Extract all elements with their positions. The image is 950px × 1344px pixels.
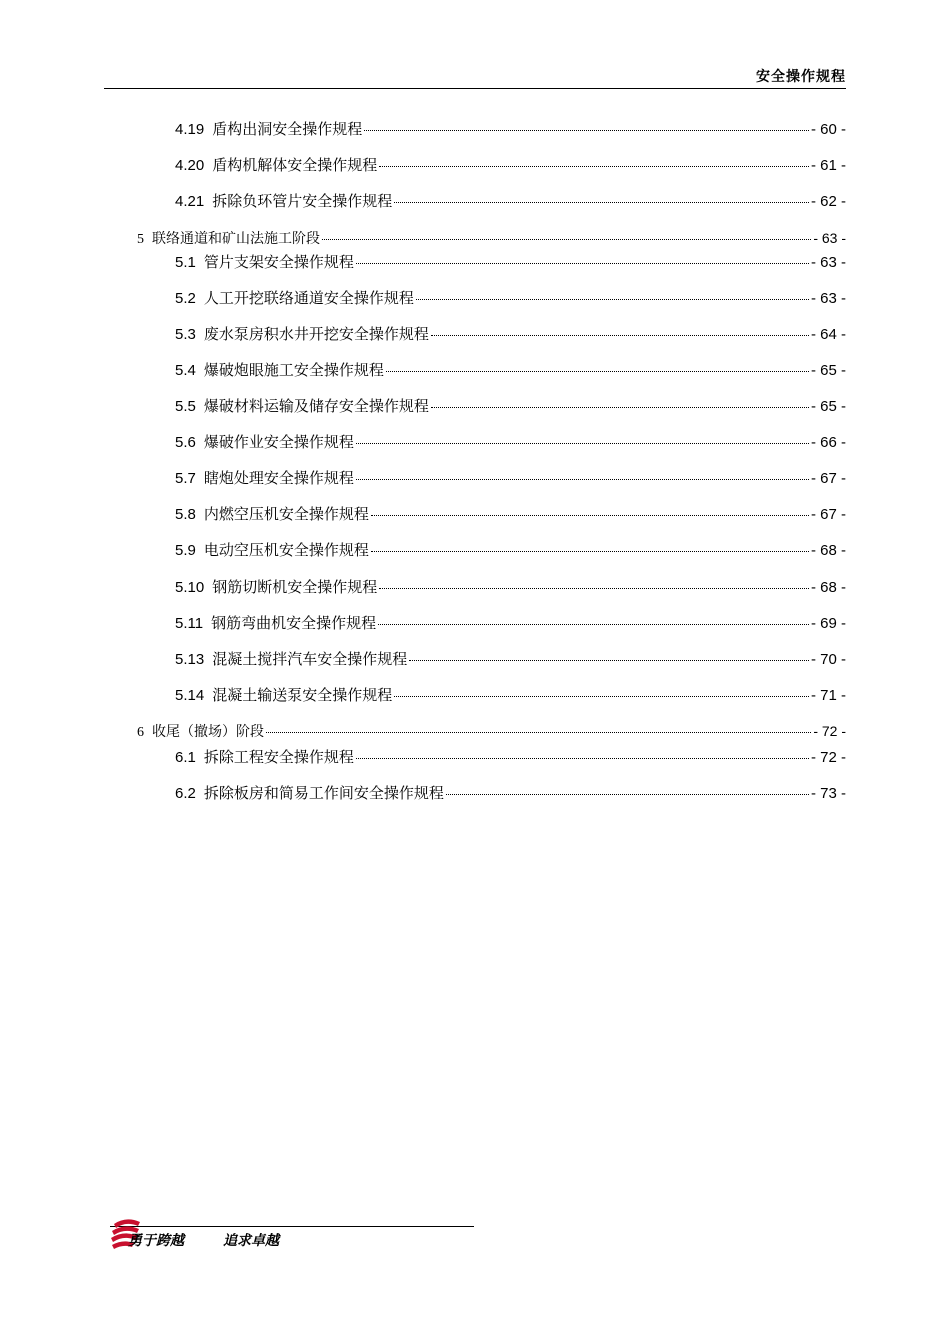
toc-dot-leader [394, 202, 809, 203]
toc-page-number: - 73 - [810, 785, 846, 802]
toc-entry-title: 爆破材料运输及储存安全操作规程 [203, 397, 429, 415]
toc-entry-number: 5.4 [175, 362, 196, 379]
toc-entry-number: 4.20 [175, 157, 205, 174]
toc-page-number: - 68 - [810, 579, 846, 596]
toc-entry-title: 内燃空压机安全操作规程 [203, 505, 369, 523]
toc-section-entry[interactable] [175, 504, 846, 525]
toc-section-entry[interactable] [175, 252, 846, 273]
toc-section-entry[interactable] [175, 468, 846, 489]
toc-entry-title: 拆除板房和简易工作间安全操作规程 [203, 784, 444, 802]
toc-section-entry[interactable] [175, 649, 846, 670]
toc-entry-title: 收尾（撤场）阶段 [152, 724, 264, 740]
toc-entry-number: 4.21 [175, 193, 205, 210]
toc-section-entry[interactable] [175, 613, 846, 634]
toc-chapter-entry[interactable] [137, 228, 846, 250]
toc-dot-leader [394, 696, 809, 697]
toc-dot-leader [356, 443, 809, 444]
toc-entry-number: 6.1 [175, 749, 196, 766]
toc-entry-title: 电动空压机安全操作规程 [203, 541, 369, 559]
toc-section-entry[interactable] [175, 577, 846, 598]
toc-page-number: - 60 - [810, 121, 846, 138]
toc-page-number: - 66 - [810, 434, 846, 451]
toc-section-entry[interactable] [175, 288, 846, 309]
header-rule [104, 88, 846, 89]
toc-entry-number: 5.3 [175, 326, 196, 343]
toc-section-entry[interactable] [175, 540, 846, 561]
toc-section-entry[interactable] [175, 783, 846, 804]
toc-entry-title: 瞎炮处理安全操作规程 [203, 469, 354, 487]
toc-entry-number: 5.1 [175, 254, 196, 271]
toc-page-number: - 72 - [810, 749, 846, 766]
toc-page-number: - 67 - [810, 470, 846, 487]
toc-dot-leader [431, 335, 809, 336]
toc-page-number: - 63 - [813, 230, 846, 246]
toc-entry-number: 6 [137, 725, 144, 740]
toc-dot-leader [266, 732, 811, 733]
toc-section-entry[interactable] [175, 324, 846, 345]
footer-rule [110, 1226, 474, 1227]
toc-entry-number: 5.13 [175, 651, 205, 668]
toc-page-number: - 65 - [810, 362, 846, 379]
toc-section-entry[interactable] [175, 432, 846, 453]
toc-entry-title: 废水泵房积水井开挖安全操作规程 [203, 325, 429, 343]
toc-section-entry[interactable] [175, 396, 846, 417]
toc-dot-leader [356, 758, 809, 759]
toc-section-entry[interactable] [175, 747, 846, 768]
toc-entry-number: 5.6 [175, 434, 196, 451]
toc-entry-title: 钢筋弯曲机安全操作规程 [211, 614, 377, 632]
toc-dot-leader [386, 371, 809, 372]
toc-dot-leader [356, 263, 809, 264]
toc-page-number: - 63 - [810, 290, 846, 307]
toc-entry-title: 盾构出洞安全操作规程 [212, 120, 363, 138]
footer-slogan-secondary: 追求卓越 [223, 1233, 279, 1249]
toc-dot-leader [379, 166, 809, 167]
toc-entry-number: 5.14 [175, 687, 205, 704]
toc-entry-title: 拆除负环管片安全操作规程 [212, 192, 393, 210]
toc-dot-leader [356, 479, 809, 480]
toc-dot-leader [431, 407, 809, 408]
header-title: 安全操作规程 [756, 69, 846, 85]
toc-section-entry[interactable] [175, 685, 846, 706]
toc-page-number: - 69 - [810, 615, 846, 632]
toc-entry-title: 人工开挖联络通道安全操作规程 [203, 289, 414, 307]
toc-dot-leader [409, 660, 809, 661]
toc-entry-number: 5.2 [175, 290, 196, 307]
toc-entry-number: 4.19 [175, 121, 205, 138]
toc-entry-title: 混凝土输送泵安全操作规程 [212, 686, 393, 704]
toc-entry-number: 5.11 [175, 615, 204, 632]
toc-page-number: - 62 - [810, 193, 846, 210]
toc-section-entry[interactable] [175, 119, 846, 140]
toc-dot-leader [364, 130, 809, 131]
toc-dot-leader [371, 515, 809, 516]
toc-entry-title: 爆破炮眼施工安全操作规程 [203, 361, 384, 379]
toc-entry-title: 拆除工程安全操作规程 [203, 748, 354, 766]
toc-dot-leader [378, 624, 809, 625]
toc-page-number: - 68 - [810, 542, 846, 559]
toc-entry-number: 5.7 [175, 470, 196, 487]
toc-entry-number: 5.9 [175, 542, 196, 559]
toc-page-number: - 71 - [810, 687, 846, 704]
toc-page-number: - 64 - [810, 326, 846, 343]
toc-entry-number: 5.8 [175, 506, 196, 523]
toc-page-number: - 63 - [810, 254, 846, 271]
toc-entry-title: 盾构机解体安全操作规程 [212, 156, 378, 174]
toc-dot-leader [446, 794, 809, 795]
toc-dot-leader [322, 239, 811, 240]
toc-dot-leader [371, 551, 809, 552]
toc-page-number: - 61 - [810, 157, 846, 174]
toc-entry-number: 5.10 [175, 579, 205, 596]
toc-entry-title: 管片支架安全操作规程 [203, 253, 354, 271]
footer-slogan: 勇于跨越 [128, 1233, 184, 1249]
toc-page-number: - 72 - [813, 723, 846, 739]
toc-entry-number: 5 [137, 232, 144, 247]
toc-section-entry[interactable] [175, 155, 846, 176]
toc-entry-number: 6.2 [175, 785, 196, 802]
toc-page-number: - 67 - [810, 506, 846, 523]
toc-entry-title: 混凝土搅拌汽车安全操作规程 [212, 650, 408, 668]
toc-page-number: - 65 - [810, 398, 846, 415]
toc-dot-leader [416, 299, 809, 300]
toc-chapter-entry[interactable] [137, 721, 846, 743]
toc-entry-title: 爆破作业安全操作规程 [203, 433, 354, 451]
toc-section-entry[interactable] [175, 360, 846, 381]
toc-entry-title: 联络通道和矿山法施工阶段 [152, 231, 320, 247]
toc-entry-number: 5.5 [175, 398, 196, 415]
toc-page-number: - 70 - [810, 651, 846, 668]
toc-entry-title: 钢筋切断机安全操作规程 [212, 578, 378, 596]
toc-section-entry[interactable] [175, 191, 846, 212]
toc-dot-leader [379, 588, 809, 589]
